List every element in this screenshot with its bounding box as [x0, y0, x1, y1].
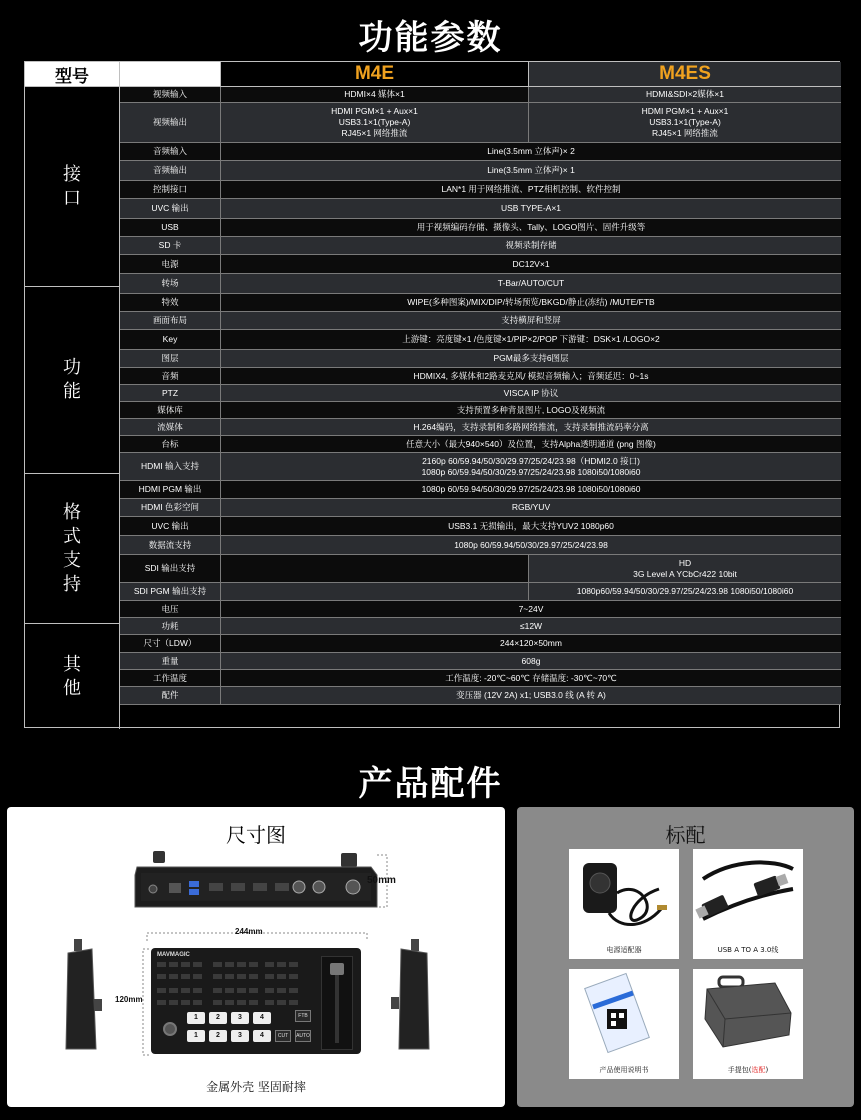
group-interface: 接口 [25, 87, 120, 287]
spec-row-label: 画面布局 [120, 312, 221, 329]
usb-cable-icon [693, 849, 803, 939]
spec-row-value: 变压器 (12V 2A) x1; USB3.0 线 (A 转 A) [456, 690, 606, 700]
power-adapter-label: 电源适配器 [606, 946, 642, 954]
device-ftb-button: FTB [295, 1010, 311, 1022]
spec-row-value: Line(3.5mm 立体声)× 1 [487, 165, 575, 175]
spec-row-value-m4e [221, 555, 529, 582]
spec-row-value: DC12V×1 [512, 258, 550, 269]
spec-row-label: 特效 [120, 294, 221, 311]
spec-row-label: Key [120, 330, 221, 349]
spec-row-value: PGM最多支持6图层 [493, 353, 569, 363]
spec-row-label: 媒体库 [120, 402, 221, 418]
spec-row [120, 199, 841, 219]
spec-row [120, 161, 841, 181]
spec-row-label: 台标 [120, 436, 221, 452]
spec-row-value: 支持横屏和竖屏 [501, 315, 561, 325]
spec-row [120, 237, 841, 255]
spec-row-label: 流媒体 [120, 419, 221, 435]
spec-row [120, 219, 841, 237]
accessory-carry-case [693, 969, 803, 1079]
group-function: 功能 [25, 287, 120, 474]
device-brand: MAVMAGIC [157, 952, 190, 958]
spec-row-label: 重量 [120, 653, 221, 669]
spec-row-label: PTZ [120, 385, 221, 401]
standard-accessories-panel [517, 807, 854, 1107]
accessory-usb-cable [693, 849, 803, 959]
spec-row [120, 103, 841, 143]
manual-icon [569, 969, 679, 1059]
spec-row [120, 635, 841, 653]
height-label: 50mm [367, 875, 396, 886]
spec-row [120, 536, 841, 555]
optional-tag: 选配 [751, 1066, 766, 1074]
spec-row-label: 控制接口 [120, 181, 221, 198]
device-side-view-left [62, 939, 112, 1054]
spec-row [120, 294, 841, 312]
spec-row-value: 2160p 60/59.94/50/30/29.97/25/24/23.98（HDMI2.0 接口) 1080p 60/59.94/50/30/29.97/25/24/23.98 1080i50/1080i60 [421, 455, 641, 477]
spec-row-label: 图层 [120, 350, 221, 367]
header-m4e: M4E [221, 62, 529, 87]
spec-table [24, 61, 840, 728]
device-keys-top: 1 2 3 4 [187, 1012, 271, 1024]
spec-row-label: UVC 输出 [120, 517, 221, 535]
spec-row-label: HDMI PGM 输出 [120, 481, 221, 498]
spec-row-value: WIPE(多种图案)/MIX/DIP/转场预览/BKGD/静止(冻结) /MUTE/FTB [407, 297, 655, 307]
accessories-title: 产品配件 [358, 764, 503, 804]
spec-row [120, 274, 841, 294]
spec-row [120, 368, 841, 385]
depth-label: 120mm [115, 995, 143, 1004]
device-tbar [321, 956, 353, 1050]
spec-row-label: USB [120, 219, 221, 236]
spec-row [120, 670, 841, 687]
spec-row-value-m4es: HDMI&SDI×2媒体×1 [529, 87, 841, 102]
spec-row [120, 312, 841, 330]
spec-row-value: LAN*1 用于网络推流、PTZ相机控制、软件控制 [441, 184, 621, 194]
dimensions-title: 尺寸图 [226, 823, 286, 847]
spec-row-value: T-Bar/AUTO/CUT [497, 278, 565, 288]
spec-row-label: HDMI 输入支持 [120, 453, 221, 480]
spec-row [120, 181, 841, 199]
spec-row [120, 385, 841, 402]
spec-row-label: 工作温度 [120, 670, 221, 686]
spec-row [120, 555, 841, 583]
spec-row [120, 481, 841, 499]
group-other: 其他 [25, 624, 120, 729]
spec-row [120, 330, 841, 350]
header-blank [120, 62, 221, 87]
spec-row-value: VISCA IP 协议 [503, 387, 559, 398]
spec-row [120, 350, 841, 368]
specs-title: 功能参数 [358, 18, 503, 58]
header-m4es: M4ES [529, 62, 841, 87]
width-label: 244mm [235, 927, 263, 936]
accessory-manual [569, 969, 679, 1079]
spec-row-value-m4e [221, 583, 529, 600]
spec-row [120, 517, 841, 536]
device-side-view-right [385, 939, 435, 1054]
spec-row-value: HDMIX4, 多媒体和2路麦克风/ 模拟音频输入；音频延迟：0~1s [413, 370, 649, 381]
carry-case-label: 手提包(选配) [727, 1066, 769, 1074]
spec-row-value: RGB/YUV [511, 502, 551, 512]
spec-row-value: 244×120×50mm [500, 638, 562, 648]
spec-row-value-m4es: HD 3G Level A YCbCr422 10bit [529, 555, 841, 582]
spec-row-value: USB TYPE-A×1 [500, 203, 562, 213]
device-top-view [151, 948, 361, 1054]
spec-row-label: 功耗 [120, 618, 221, 634]
accessory-power-adapter [569, 849, 679, 959]
spec-row-label: 配件 [120, 687, 221, 704]
spec-row-label: 转场 [120, 274, 221, 293]
spec-row [120, 255, 841, 274]
group-format: 格式支持 [25, 474, 120, 624]
spec-row-value: 608g [521, 655, 541, 666]
spec-row-value: ≤12W [519, 620, 543, 631]
spec-row-value-m4e: HDMI PGM×1 + Aux×1 USB3.1×1(Type-A) RJ45×1 网络推流 [221, 103, 529, 142]
spec-row [120, 583, 841, 601]
spec-rows [120, 87, 841, 705]
spec-row-value: 用于视频编码存储、摄像头、Tally、LOGO图片、固件升级等 [416, 222, 646, 232]
spec-row-value: USB3.1 无损输出，最大支持YUV2 1080p60 [448, 520, 614, 531]
spec-row-value: H.264编码，支持录制和多路网络推流，支持录制推流码率分离 [413, 421, 649, 432]
depth-dimension-line [139, 947, 151, 1057]
spec-row [120, 618, 841, 635]
spec-row-value: 1080p 60/59.94/50/30/29.97/25/24/23.98 1080i50/1080i60 [421, 484, 641, 494]
standard-title: 标配 [665, 823, 706, 847]
device-knob [163, 1022, 177, 1036]
spec-row [120, 499, 841, 517]
carry-case-icon [693, 969, 803, 1059]
device-front-view [131, 849, 381, 919]
spec-row-label: 电压 [120, 601, 221, 617]
dimensions-panel [7, 807, 505, 1107]
header-model-label: 型号 [25, 62, 120, 87]
dimensions-caption: 金属外壳 坚固耐摔 [206, 1080, 306, 1094]
spec-row-label: 尺寸（LDW） [120, 635, 221, 652]
spec-row [120, 402, 841, 419]
spec-row-label: SD 卡 [120, 237, 221, 254]
spec-row-value: 1080p 60/59.94/50/30/29.97/25/24/23.98 [454, 539, 608, 550]
spec-row [120, 453, 841, 481]
spec-row-value: 任意大小（最大940×540）及位置，支持Alpha透明通道 (png 图像) [406, 438, 656, 449]
spec-row-value: 7~24V [518, 603, 544, 614]
device-cut-button: CUT [275, 1030, 291, 1042]
spec-row [120, 419, 841, 436]
spec-row-label: 电源 [120, 255, 221, 273]
spec-row-value: 上游键：亮度键×1 /色度键×1/PIP×2/POP 下游键：DSK×1 /LOGO×2 [402, 334, 660, 344]
power-adapter-icon [569, 849, 679, 939]
spec-row-label: 音频输出 [120, 161, 221, 180]
spec-row-label: 数据流支持 [120, 536, 221, 554]
device-button-grid [155, 960, 305, 1010]
spec-row [120, 436, 841, 453]
spec-row [120, 87, 841, 103]
spec-row-value: 支持预置多种背景图片, LOGO及视频流 [456, 404, 606, 415]
spec-row [120, 143, 841, 161]
spec-row-value-m4e: HDMI×4 媒体×1 [221, 87, 529, 102]
spec-row-value-m4es: HDMI PGM×1 + Aux×1 USB3.1×1(Type-A) RJ45×1 网络推流 [641, 106, 729, 138]
spec-row-label: 音频输入 [120, 143, 221, 160]
spec-row-value: Line(3.5mm 立体声)× 2 [487, 146, 575, 156]
spec-row-label: 视频输入 [120, 87, 221, 102]
spec-row-label: UVC 输出 [120, 199, 221, 218]
spec-row [120, 601, 841, 618]
spec-row-label: SDI PGM 输出支持 [120, 583, 221, 600]
spec-row-label: SDI 输出支持 [120, 555, 221, 582]
manual-label: 产品使用说明书 [599, 1066, 649, 1074]
spec-row-value: 视频录制存储 [505, 240, 557, 250]
usb-cable-label: USB A TO A 3.0线 [717, 946, 779, 954]
device-keys-bottom: 1 2 3 4 [187, 1030, 271, 1042]
spec-row-label: HDMI 色彩空间 [120, 499, 221, 516]
spec-row-label: 视频输出 [120, 103, 221, 142]
spec-row [120, 653, 841, 670]
spec-row-label: 音频 [120, 368, 221, 384]
spec-row [120, 687, 841, 705]
spec-row-value-m4es: 1080p60/59.94/50/30/29.97/25/24/23.98 1080i50/1080i60 [576, 586, 794, 596]
device-auto-button: AUTO [295, 1030, 311, 1042]
spec-row-value: 工作温度: -20℃~60℃ 存储温度: -30℃~70℃ [445, 672, 617, 683]
